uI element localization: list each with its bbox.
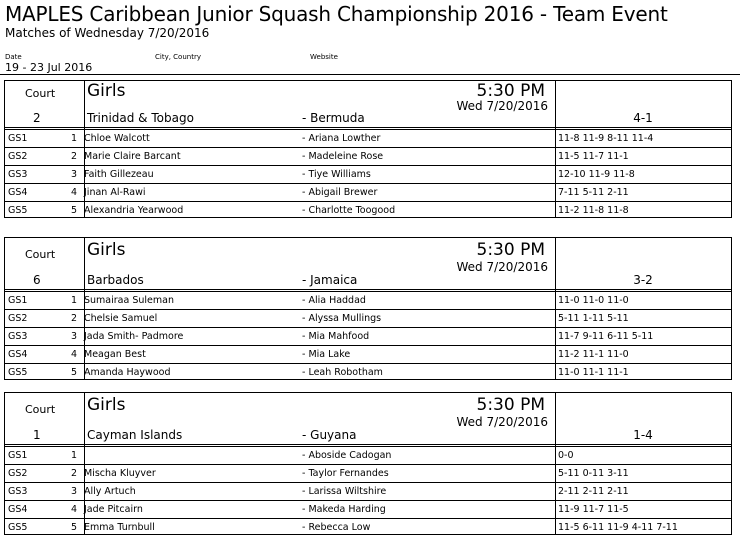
game-scores: 11-5 11-7 11-1 bbox=[558, 151, 629, 162]
row-position: 5 bbox=[70, 205, 77, 216]
game-scores: 7-11 5-11 2-11 bbox=[558, 187, 629, 198]
city-label: City, Country bbox=[155, 53, 201, 61]
row-position: 2 bbox=[70, 313, 77, 324]
row-position: 4 bbox=[70, 504, 77, 515]
row-position: 4 bbox=[70, 349, 77, 360]
player1-name: Emma Turnbull bbox=[84, 522, 155, 533]
game-scores: 5-11 0-11 3-11 bbox=[558, 468, 629, 479]
division-label: Girls bbox=[87, 81, 126, 101]
match-row bbox=[5, 447, 731, 465]
match-row bbox=[5, 501, 731, 519]
player1-name: Mischa Kluyver bbox=[84, 468, 156, 479]
match-block bbox=[4, 80, 732, 218]
match-row bbox=[5, 346, 731, 364]
court-label: Court bbox=[25, 403, 56, 416]
player2-name: - Rebecca Low bbox=[302, 522, 371, 533]
row-position: 2 bbox=[70, 151, 77, 162]
row-position: 5 bbox=[70, 522, 77, 533]
player1-name: Jade Pitcairn bbox=[84, 504, 143, 515]
match-date: Wed 7/20/2016 bbox=[456, 415, 548, 429]
team1-name: Trinidad & Tobago bbox=[87, 111, 194, 125]
match-time: 5:30 PM bbox=[476, 395, 545, 415]
header-divider bbox=[0, 74, 740, 75]
row-code: GS3 bbox=[8, 331, 28, 342]
player1-name: Alexandria Yearwood bbox=[84, 205, 184, 216]
row-position: 1 bbox=[70, 295, 77, 306]
match-row bbox=[5, 166, 731, 184]
row-position: 1 bbox=[70, 133, 77, 144]
team1-name: Cayman Islands bbox=[87, 428, 183, 442]
player1-name: Meagan Best bbox=[84, 349, 146, 360]
game-scores: 0-0 bbox=[558, 450, 574, 461]
row-code: GS2 bbox=[8, 313, 28, 324]
game-scores: 11-2 11-8 11-8 bbox=[558, 205, 629, 216]
player2-name: - Makeda Harding bbox=[302, 504, 386, 515]
match-row bbox=[5, 130, 731, 148]
game-scores: 11-0 11-0 11-0 bbox=[558, 295, 629, 306]
row-position: 3 bbox=[70, 169, 77, 180]
row-code: GS4 bbox=[8, 187, 28, 198]
match-row bbox=[5, 364, 731, 382]
player2-name: - Ariana Lowther bbox=[302, 133, 381, 144]
match-row bbox=[5, 465, 731, 483]
player2-name: - Abigail Brewer bbox=[302, 187, 378, 198]
row-code: GS4 bbox=[8, 349, 28, 360]
team-score: 4-1 bbox=[633, 111, 653, 125]
match-date: Wed 7/20/2016 bbox=[456, 99, 548, 113]
row-code: GS2 bbox=[8, 468, 28, 479]
court-number: 1 bbox=[33, 428, 41, 442]
match-row bbox=[5, 328, 731, 346]
team1-name: Barbados bbox=[87, 273, 144, 287]
match-block bbox=[4, 392, 732, 535]
row-code: GS1 bbox=[8, 450, 28, 461]
page-subtitle: Matches of Wednesday 7/20/2016 bbox=[5, 26, 210, 40]
court-label: Court bbox=[25, 87, 56, 100]
row-code: GS3 bbox=[8, 169, 28, 180]
row-code: GS5 bbox=[8, 205, 28, 216]
game-scores: 11-5 6-11 11-9 4-11 7-11 bbox=[558, 522, 678, 533]
player1-name: Chelsie Samuel bbox=[84, 313, 158, 324]
match-row bbox=[5, 310, 731, 328]
row-code: GS5 bbox=[8, 367, 28, 378]
game-scores: 11-8 11-9 8-11 11-4 bbox=[558, 133, 654, 144]
game-scores: 5-11 1-11 5-11 bbox=[558, 313, 629, 324]
website-label: Website bbox=[310, 53, 338, 61]
game-scores: 11-2 11-1 11-0 bbox=[558, 349, 629, 360]
game-scores: 11-7 9-11 6-11 5-11 bbox=[558, 331, 654, 342]
player1-name: Amanda Haywood bbox=[84, 367, 171, 378]
row-code: GS5 bbox=[8, 522, 28, 533]
division-label: Girls bbox=[87, 395, 126, 415]
court-label: Court bbox=[25, 248, 56, 261]
row-code: GS2 bbox=[8, 151, 28, 162]
game-scores: 2-11 2-11 2-11 bbox=[558, 486, 629, 497]
division-label: Girls bbox=[87, 240, 126, 260]
player2-name: - Mia Lake bbox=[302, 349, 351, 360]
row-code: GS1 bbox=[8, 133, 28, 144]
player1-name: Ally Artuch bbox=[84, 486, 136, 497]
player2-name: - Larissa Wiltshire bbox=[302, 486, 387, 497]
match-row bbox=[5, 202, 731, 220]
team2-name: - Jamaica bbox=[302, 273, 358, 287]
match-time: 5:30 PM bbox=[476, 240, 545, 260]
event-dates: 19 - 23 Jul 2016 bbox=[5, 61, 93, 74]
row-position: 2 bbox=[70, 468, 77, 479]
team-score: 3-2 bbox=[633, 273, 653, 287]
court-number: 6 bbox=[33, 273, 41, 287]
game-scores: 11-9 11-7 11-5 bbox=[558, 504, 629, 515]
player1-name: Chloe Walcott bbox=[84, 133, 150, 144]
player2-name: - Taylor Fernandes bbox=[302, 468, 389, 479]
player1-name: Jada Smith- Padmore bbox=[84, 331, 184, 342]
team-score: 1-4 bbox=[633, 428, 653, 442]
player1-name: Sumairaa Suleman bbox=[84, 295, 174, 306]
date-label: Date bbox=[5, 53, 22, 61]
match-row bbox=[5, 519, 731, 537]
row-position: 3 bbox=[70, 331, 77, 342]
row-code: GS3 bbox=[8, 486, 28, 497]
player1-name: Faith Gillezeau bbox=[84, 169, 154, 180]
player2-name: - Mia Mahfood bbox=[302, 331, 370, 342]
match-row bbox=[5, 184, 731, 202]
row-code: GS4 bbox=[8, 504, 28, 515]
match-row bbox=[5, 483, 731, 501]
team2-name: - Bermuda bbox=[302, 111, 365, 125]
match-date: Wed 7/20/2016 bbox=[456, 260, 548, 274]
player1-name: Marie Claire Barcant bbox=[84, 151, 181, 162]
match-time: 5:30 PM bbox=[476, 81, 545, 101]
row-position: 3 bbox=[70, 486, 77, 497]
player2-name: - Charlotte Toogood bbox=[302, 205, 396, 216]
game-scores: 12-10 11-9 11-8 bbox=[558, 169, 635, 180]
match-row bbox=[5, 292, 731, 310]
player2-name: - Aboside Cadogan bbox=[302, 450, 392, 461]
team2-name: - Guyana bbox=[302, 428, 357, 442]
player2-name: - Leah Robotham bbox=[302, 367, 383, 378]
player2-name: - Alia Haddad bbox=[302, 295, 366, 306]
row-position: 5 bbox=[70, 367, 77, 378]
page-title: MAPLES Caribbean Junior Squash Championship 2016 - Team Event bbox=[5, 2, 668, 26]
match-block bbox=[4, 237, 732, 380]
player2-name: - Tiye Williams bbox=[302, 169, 371, 180]
match-row bbox=[5, 148, 731, 166]
row-position: 4 bbox=[70, 187, 77, 198]
player2-name: - Alyssa Mullings bbox=[302, 313, 382, 324]
row-code: GS1 bbox=[8, 295, 28, 306]
player2-name: - Madeleine Rose bbox=[302, 151, 384, 162]
row-position: 1 bbox=[70, 450, 77, 461]
court-number: 2 bbox=[33, 111, 41, 125]
game-scores: 11-0 11-1 11-1 bbox=[558, 367, 629, 378]
player1-name: Jinan Al-Rawi bbox=[84, 187, 146, 198]
